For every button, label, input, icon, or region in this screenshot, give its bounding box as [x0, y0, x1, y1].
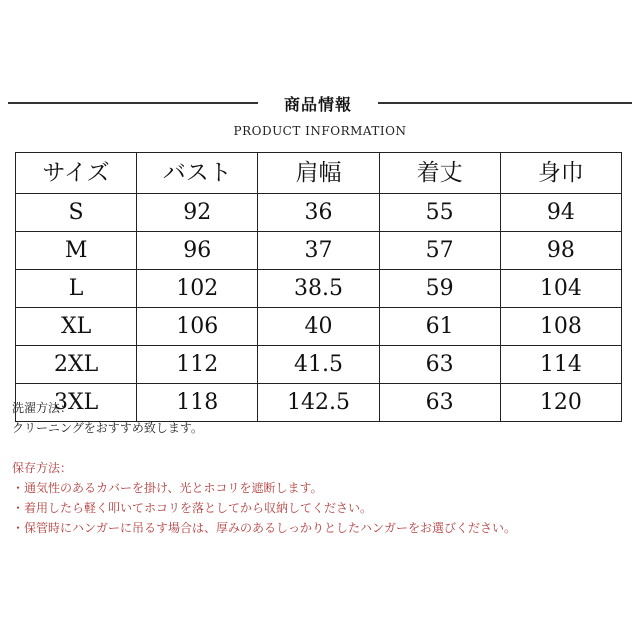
washing-title: 洗濯方法：	[12, 401, 73, 415]
table-header-row	[16, 153, 622, 194]
table-row	[16, 194, 622, 232]
table-row	[16, 270, 622, 308]
table-cell: M	[16, 232, 137, 270]
table-cell: 120	[500, 384, 621, 422]
table-row	[16, 308, 622, 346]
header-rule-right	[378, 102, 632, 104]
header-length: 着丈	[379, 153, 500, 194]
header-bust: バスト	[137, 153, 258, 194]
table-cell: 38.5	[258, 270, 379, 308]
table-row	[16, 232, 622, 270]
table-cell: 3XL	[16, 384, 137, 422]
table-cell: 57	[379, 232, 500, 270]
table-cell: L	[16, 270, 137, 308]
storage-item: ・ 通気性のあるカバーを掛け、光とホコリを遮断します。	[12, 478, 516, 498]
table-cell: 98	[500, 232, 621, 270]
product-info-header	[0, 88, 640, 148]
table-cell: XL	[16, 308, 137, 346]
header-size: サイズ	[16, 153, 137, 194]
table-cell: 59	[379, 270, 500, 308]
washing-text: クリーニングをおすすめ致します。	[12, 421, 203, 435]
storage-section	[12, 458, 516, 538]
table-cell: 104	[500, 270, 621, 308]
table-cell: 112	[137, 346, 258, 384]
table-cell: 37	[258, 232, 379, 270]
table-cell: 63	[379, 346, 500, 384]
section-title: 商品情報	[283, 95, 352, 114]
table-cell: 41.5	[258, 346, 379, 384]
table-cell: 114	[500, 346, 621, 384]
table-cell: 94	[500, 194, 621, 232]
table-cell: S	[16, 194, 137, 232]
header-shoulder: 肩幅	[258, 153, 379, 194]
header-rule-left	[8, 102, 258, 104]
storage-item: ・ 保管時にハンガーに吊るす場合は、厚みのあるしっかりとしたハンガーをお選びください。	[12, 518, 516, 538]
washing-section	[12, 398, 203, 438]
table-cell: 118	[137, 384, 258, 422]
storage-item: ・ 着用したら軽く叩いてホコリを落としてから収納してください。	[12, 498, 516, 518]
header-width: 身巾	[500, 153, 621, 194]
table-cell: 61	[379, 308, 500, 346]
table-cell: 108	[500, 308, 621, 346]
table-cell: 40	[258, 308, 379, 346]
table-cell: 92	[137, 194, 258, 232]
table-cell: 36	[258, 194, 379, 232]
table-cell: 102	[137, 270, 258, 308]
table-cell: 55	[379, 194, 500, 232]
size-table	[15, 152, 622, 422]
table-cell: 2XL	[16, 346, 137, 384]
table-cell: 106	[137, 308, 258, 346]
table-row	[16, 346, 622, 384]
storage-title: 保存方法：	[12, 461, 73, 475]
table-cell: 96	[137, 232, 258, 270]
section-subtitle: PRODUCT INFORMATION	[233, 124, 407, 138]
table-cell: 142.5	[258, 384, 379, 422]
table-cell: 63	[379, 384, 500, 422]
